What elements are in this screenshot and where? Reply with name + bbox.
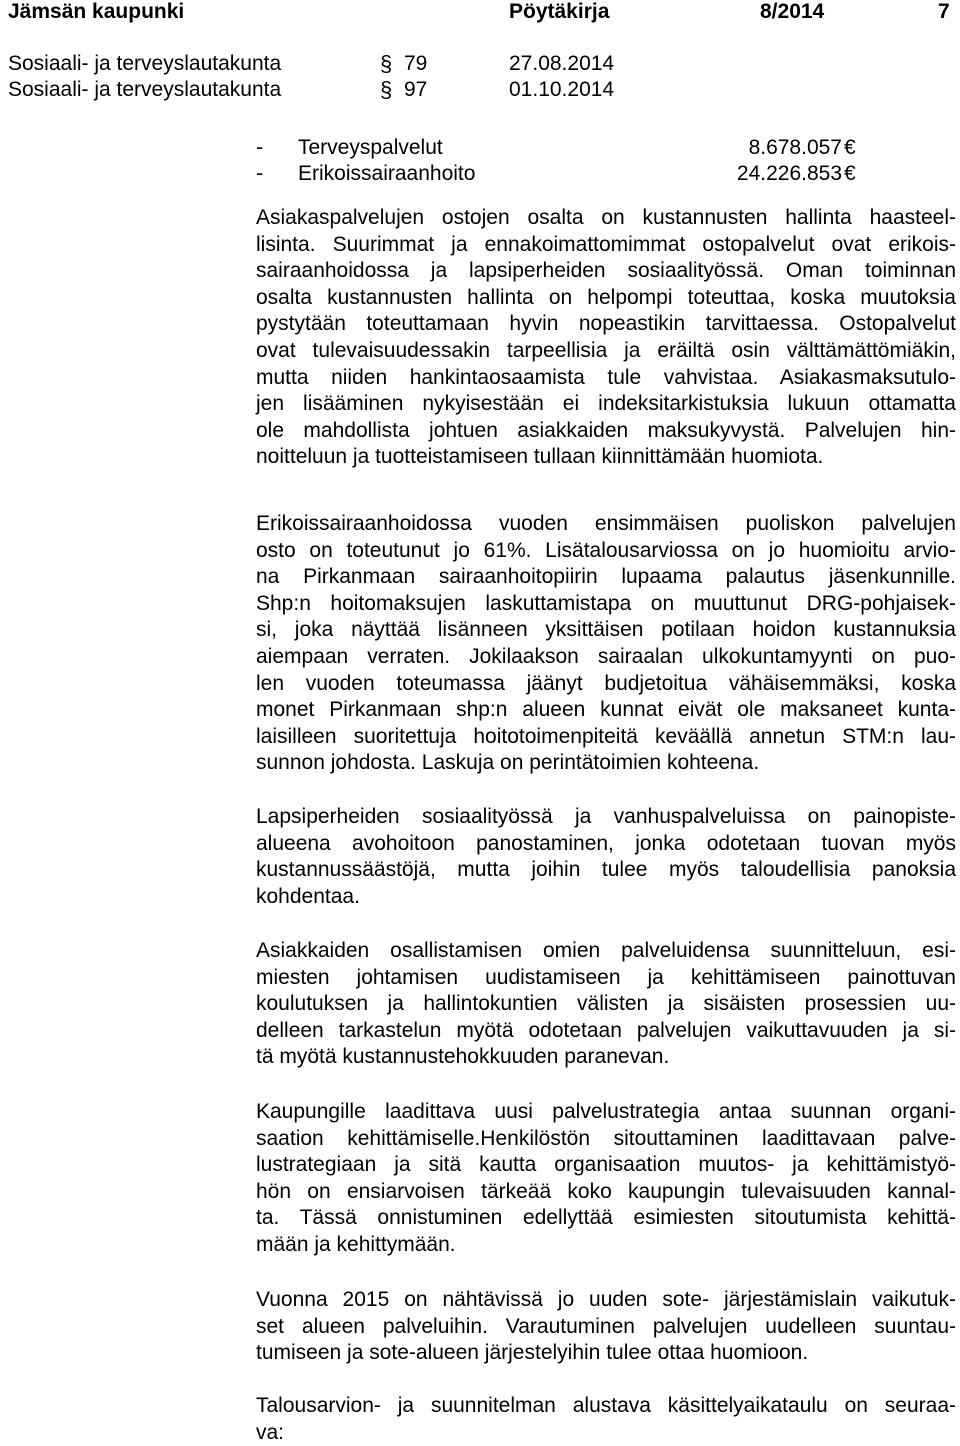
text-line: Asiakkaiden osallistamisen omien palveluidensa suunnitteluun, esi- <box>256 939 956 962</box>
meeting-date: 01.10.2014 <box>509 78 615 101</box>
text-line: len vuoden toteumassa jäänyt budjetoitua vähäisemmäksi, koska <box>256 671 956 695</box>
item-label: Terveyspalvelut <box>298 136 443 159</box>
text-line: Shp:n hoitomaksujen laskuttamistapa on muuttunut DRG-pohjaisek- <box>256 591 956 615</box>
text-line: na Pirkanmaan sairaanhoitopiirin lupaama palautus jäsenkunnille. <box>256 565 956 589</box>
city-name: Jämsän kaupunki <box>8 0 185 23</box>
page-number: 7 <box>938 0 950 23</box>
board-name: Sosiaali- ja terveyslautakunta <box>8 52 282 75</box>
text-line: ta. Tässä onnistuminen edellyttää esimiesten sitoutumista kehittä- <box>256 1206 956 1230</box>
section-number: 79 <box>404 52 428 75</box>
text-line: Talousarvion- ja suunnitelman alustava käsittelyaikataulu on seuraa- <box>256 1394 956 1417</box>
paragraph-specialized-care <box>256 511 956 777</box>
text-line: lisinta. Suurimmat ja ennakoimattomimmat ostopalvelut ovat erikois- <box>256 232 956 256</box>
text-line: tä myötä kustannustehokkuuden paranevan. <box>256 1045 670 1069</box>
item-amount: 24.226.853 <box>736 162 842 185</box>
text-line: Lapsiperheiden sosiaalityössä ja vanhuspalveluissa on painopiste- <box>256 805 956 828</box>
text-line: tumiseen ja sote-alueen järjestelyihin tulee ottaa huomioon. <box>256 1341 809 1365</box>
paragraph-schedule-intro <box>256 1393 956 1446</box>
item-dash: - <box>256 136 263 159</box>
text-line: jen lisääminen nykyisestään ei indeksitarkistuksia lukuun ottamatta <box>256 392 956 416</box>
section-mark: § <box>380 77 393 102</box>
paragraph-client-participation <box>256 938 956 1071</box>
text-line: Asiakaspalvelujen ostojen osalta on kustannusten hallinta haasteel- <box>256 206 956 229</box>
text-line: Kaupungille laadittava uusi palvelustrategia antaa suunnan organi- <box>256 1100 956 1123</box>
meeting-date: 27.08.2014 <box>509 52 615 75</box>
paragraph-sote-reform <box>256 1287 956 1367</box>
paragraph-service-strategy <box>256 1099 956 1259</box>
text-line: si, joka näyttää lisänneen yksittäisen potilaan hoidon kustannuksia <box>256 618 956 642</box>
text-line: kustannussäästöjä, mutta joihin tulee myös taloudellisia panoksia <box>256 858 956 882</box>
text-line: lustrategiaan ja sitä kautta organisaation muutos- ja kehittämistyö- <box>256 1153 956 1177</box>
text-line: miesten johtamisen uudistamiseen ja kehittämiseen painottuvan <box>256 965 956 989</box>
text-line: koulutuksen ja hallintokuntien välisten ja sisäisten prosessien uu- <box>256 992 956 1016</box>
text-line: Erikoissairaanhoidossa vuoden ensimmäisen puoliskon palvelujen <box>256 512 956 535</box>
text-line: mään ja kehittymään. <box>256 1232 456 1256</box>
text-line: laisilleen suoritettuja hoitotoimenpiteitä keväällä annetun STM:n lau- <box>256 724 956 748</box>
item-label: Erikoissairaanhoito <box>298 162 476 185</box>
text-line: mutta niiden hankintaosaamista tule vahvistaa. Asiakasmaksutulo- <box>256 365 956 389</box>
text-line: saation kehittämiselle.Henkilöstön sitouttaminen laadittavaan palve- <box>256 1126 956 1150</box>
text-line: ovat tulevaisuudessakin tarpeellisia ja eräiltä osin välttämättömiäkin, <box>256 338 956 362</box>
board-name: Sosiaali- ja terveyslautakunta <box>8 78 282 101</box>
text-line: Vuonna 2015 on nähtävissä jo uuden sote- järjestämislain vaikutuk- <box>256 1288 956 1311</box>
currency-symbol: € <box>844 136 856 159</box>
text-line: hön on ensiarvoisen tärkeää koko kaupungin tulevaisuuden kannal- <box>256 1179 956 1203</box>
text-line: set alueen palveluihin. Varautuminen palvelujen uudelleen suuntau- <box>256 1314 956 1338</box>
paragraph-family-social-work <box>256 804 956 910</box>
issue-number: 8/2014 <box>760 0 825 23</box>
text-line: noitteluun ja tuotteistamiseen tullaan kiinnittämään huomiota. <box>256 445 824 469</box>
section-mark: § <box>380 51 393 76</box>
text-line: sairaanhoidossa ja lapsiperheiden sosiaalityössä. Oman toiminnan <box>256 259 956 283</box>
text-line: osto on toteutunut jo 61%. Lisätalousarviossa on jo huomioitu arvio- <box>256 538 956 562</box>
text-line: ole mahdollista johtuen asiakkaiden maksukyvystä. Palvelujen hin- <box>256 418 956 442</box>
section-number: 97 <box>404 78 428 101</box>
text-line: sunnon johdosta. Laskuja on perintätoimien kohteena. <box>256 751 760 775</box>
text-line: alueena avohoitoon panostaminen, jonka odotetaan tuovan myös <box>256 831 956 855</box>
currency-symbol: € <box>844 162 856 185</box>
paragraph-cost-control <box>256 205 956 471</box>
document-type: Pöytäkirja <box>509 0 610 23</box>
text-line: pystytään toteuttamaan hyvin nopeastikin tarvittaessa. Ostopalvelut <box>256 312 956 336</box>
text-line: delleen tarkastelun myötä odotetaan palvelujen vaikuttavuuden ja si- <box>256 1018 956 1042</box>
item-dash: - <box>256 162 263 185</box>
item-amount: 8.678.057 <box>748 136 842 159</box>
text-line: aiempaan verraten. Jokilaakson sairaalan ulkokuntamyynti on puo- <box>256 644 956 668</box>
text-line: va: <box>256 1420 285 1444</box>
text-line: osalta kustannusten hallinta on helpompi toteuttaa, koska muutoksia <box>256 285 956 309</box>
text-line: kohdentaa. <box>256 884 360 908</box>
text-line: monet Pirkanmaan shp:n alueen kunnat eivät ole maksaneet kunta- <box>256 698 956 722</box>
